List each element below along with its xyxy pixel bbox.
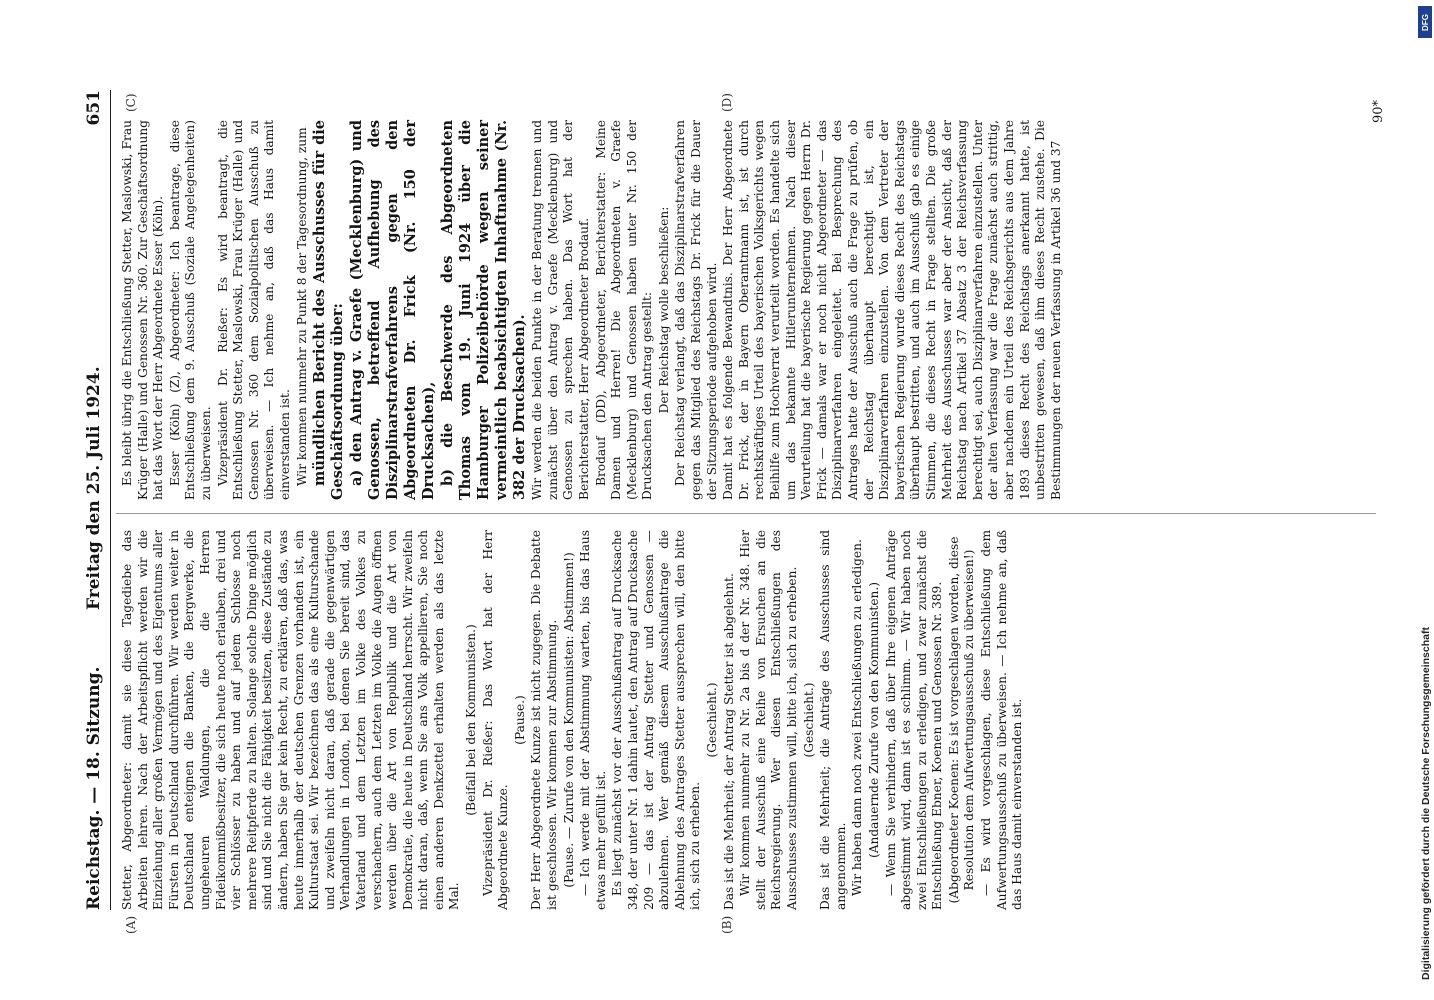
header-date: Freitag den 25. Juli 1924. [84, 366, 104, 610]
margin-letter-a: (A) [124, 915, 138, 934]
paragraph: (Geschieht.) [801, 682, 816, 758]
margin-letter-b: (B) [720, 915, 734, 934]
paragraph: Es liegt zunächst vor der Ausschußantrag auf Drucksache 348, der unter Nr. 1 dahin lautet, den Antrag auf Drucksache 209 — das ist der Antrag Stetter und Genossen — abzulehnen. Wer gemäß diesem Ausschußantrage die Ablehnung des Antrages Stetter aussprechen will, den bitte ich, sich zu erheben. [610, 530, 703, 910]
paragraph: Vizepräsident Dr. Rießer: Es wird beantragt, die Entschließung Stetter, Maslowski, Frau Krüger (Halle) und Genossen Nr. 360 dem Sozialpolitischen Ausschuß zu überweisen. — Ich nehme an, daß das Haus damit einverstanden ist. [215, 120, 292, 500]
paragraph: Wir haben dann noch zwei Entschließungen zu erledigen. [850, 539, 865, 896]
paragraph: Vizepräsident Dr. Rießer: Das Wort hat der Herr Abgeordnete Kunze. [480, 530, 511, 910]
margin-letter-c: (C) [124, 93, 138, 112]
paragraph: Es bleibt übrig die Entschließung Stetter, Maslowski, Frau Krüger (Halle) und Genossen Nr. 360. Zur Geschäftsordnung hat das Wort der Herr Abgeordnete Esser (Köln). [120, 120, 166, 500]
paragraph: (Geschieht.) [704, 682, 719, 758]
right-column [120, 120, 1065, 500]
dfg-logo-text: DFG [1420, 13, 1430, 31]
paragraph: Der Reichstag wolle beschließen: [656, 206, 671, 414]
paragraph: b) die Beschwerde des Abgeordneten Thomas vom 19. Juni 1924 über die Hamburger Polizeibehörde wegen seiner vermeintlich beabsichtigten Inhaftnahme (Nr. 382 der Drucksachen). [439, 120, 529, 500]
paragraph: — Es wird vorgeschlagen, diese Entschließung dem Aufwertungsausschuß zu überweisen. — Ich nehme an, daß das Haus damit einverstanden ist. [979, 530, 1025, 910]
paragraph: — Ich werde mit der Abstimmung warten, bis das Haus etwas mehr gefüllt ist. [578, 530, 608, 910]
header-left: Reichstag. — 18. Sitzung. [84, 666, 104, 910]
page-number: 651 [84, 90, 104, 126]
paragraph: Damit hat es folgende Bewandtnis. Der Herr Abgeordnete Dr. Frick, der in Bayern Oberamtmann ist, ist durch rechtskräftiges Urteil des bayerischen Volksgerichts wegen Beihilfe zum Hochverrat verurteilt worden. Es handelte sich um das bekannte Hitlerunternehmen. Nach dieser Verurteilung hat die bayerische Regierung gegen Herrn Dr. Frick — damals war er noch nicht Abgeordneter — das Disziplinarverfahren eingeleitet. Bei Besprechung des Antrages hatte der Ausschuß auch die Frage zu prüfen, ob der Reichstag überhaupt berechtigt ist, ein Disziplinarverfahren einzustellen. Von dem Vertreter der bayerischen Regierung wurde dieses Recht des Reichstags überhaupt bestritten, und auch im Ausschuß gab es einige Stimmen, die dieses Recht in Frage stellten. Die große Mehrheit des Ausschusses war aber der Ansicht, daß der Reichstag nach Artikel 37 Absatz 3 der Reichsverfassung berechtigt sei, auch Disziplinarverfahren einzustellen. Unter der alten Verfassung war die Frage zunächst auch strittig, aber nachdem ein Urteil des Reichsgerichts aus dem Jahre 1893 dieses Recht des Reichstags anerkannt hatte, ist unbestritten gewesen, daß ihm dieses Recht zustehe. Die Bestimmungen der neuen Verfassung in Artikel 36 und 37 [721, 120, 1063, 500]
paragraph: (Beifall bei den Kommunisten.) [464, 624, 479, 816]
paragraph: (Pause. — Zurufe von den Kommunisten: Abstimmen!) [561, 552, 576, 888]
paragraph: (Abgeordneter Koenen: Es ist vorgeschlagen worden, diese Resolution dem Aufwertungsausschuß zu überweisen!) [946, 536, 977, 904]
margin-letter-d: (D) [720, 93, 734, 112]
paragraph: Wir werden die beiden Punkte in der Beratung trennen und zunächst über den Antrag v. Graefe (Mecklenburg) und Genossen zu sprechen haben. Das Wort hat der Berichterstatter, Herr Abgeordneter Brodauf. [530, 120, 591, 500]
paragraph: Der Herr Abgeordnete Kunze ist nicht zugegen. Die Debatte ist geschlossen. Wir kommen zur Abstimmung. [529, 530, 560, 910]
paragraph: mündlichen Bericht des Ausschusses für die Geschäftsordnung über: [311, 120, 347, 500]
left-column [120, 530, 1027, 910]
column-divider [116, 513, 1376, 514]
paragraph: a) den Antrag v. Graefe (Mecklenburg) und Genossen, betreffend Aufhebung des Disziplinarstrafverfahrens gegen den Abgeordneten Dr. Frick (Nr. 150 der Drucksachen), [348, 120, 438, 500]
paragraph: Esser (Köln) (Z), Abgeordneter: Ich beantrage, diese Entschließung dem 9. Ausschuß (Soziale Angelegenheiten) zu überweisen. [167, 120, 213, 500]
paragraph: Stetter, Abgeordneter: damit sie diese Tagediebe das Arbeiten lehren. Nach der Arbeitspflicht werden wir die Einziehung aller großen Vermögen und des Eigentums aller Fürsten in Deutschland durchführen. Wir werden weiter in Deutschland enteignen die Banken, die Bergwerke, die ungeheuren Waldungen, die die Herren Fideikommißbesitzer, die sich heute noch erlauben, drei und vier Schlösser zu haben und auf jedem Schlosse noch mehrere Reitpferde zu halten. Solange solche Dinge möglich sind und Sie nicht die Fähigkeit besitzen, diese Zustände zu ändern, haben Sie gar kein Recht, zu erklären, daß das, was heute innerhalb der deutschen Grenzen vorhanden ist, ein Kulturstaat sei. Wir bezeichnen das als eine Kulturschande und zweifeln nicht daran, daß gerade die gegenwärtigen Verhandlungen in London, bei denen Sie bereit sind, das Vaterland und dem Letzten im Volke des Volkes zu verschachern, auch dem Letzten im Volke die Augen öffnen werden über die Art von Republik und die Art von Demokratie, die heute in Deutschland herrscht. Wir zweifeln nicht daran, daß, wenn Sie ans Volk appellieren, Sie noch einen anderen Denkzettel erhalten werden als das letzte Mal. [120, 530, 462, 910]
paragraph: Brodauf (DD), Abgeordneter, Berichterstatter: Meine Damen und Herren! Die Abgeordneten v. Graefe (Mecklenburg) und Genossen haben unter Nr. 150 der Drucksachen den Antrag gestellt: [593, 120, 655, 500]
paragraph: Wir kommen nunmehr zu Punkt 8 der Tagesordnung, zum [294, 127, 309, 486]
paragraph: — Wenn Sie verhindern, daß über Ihre eigenen Anträge abgestimmt wird, dann ist es schlimm. — Wir haben noch zwei Entschließungen zu erledigen, und zwar zunächst die Entschließung Ebner, Koenen und Genossen Nr. 389. [883, 530, 945, 910]
rotated-page-body [80, 90, 1390, 934]
paragraph: Das ist die Mehrheit; die Anträge des Ausschusses sind angenommen. [818, 530, 848, 910]
page-header [80, 90, 111, 910]
paragraph: (Pause.) [512, 695, 527, 745]
dfg-logo [1418, 6, 1432, 38]
paragraph: Das ist die Mehrheit; der Antrag Stetter ist abgelehnt. [721, 573, 736, 910]
paragraph: Wir kommen nunmehr zu Nr. 2a bis d der Nr. 348. Hier stellt der Ausschuß eine Reihe von Ersuchen an die Reichsregierung. Wer diesen Entschließungen des Ausschusses zustimmen will, bitte ich, sich zu erheben. [738, 530, 799, 910]
paragraph: (Andauernde Zurufe von den Kommunisten.) [866, 581, 881, 859]
digitization-note: Digitalisierung gefördert durch die Deutsche Forschungsgemeinschaft [1420, 627, 1432, 980]
signature-mark: 90* [1371, 100, 1386, 124]
paragraph: Der Reichstag verlangt, daß das Disziplinarstrafverfahren gegen das Mitglied des Reichstags Dr. Frick für die Dauer der Sitzungsperiode aufgehoben wird. [673, 120, 719, 500]
